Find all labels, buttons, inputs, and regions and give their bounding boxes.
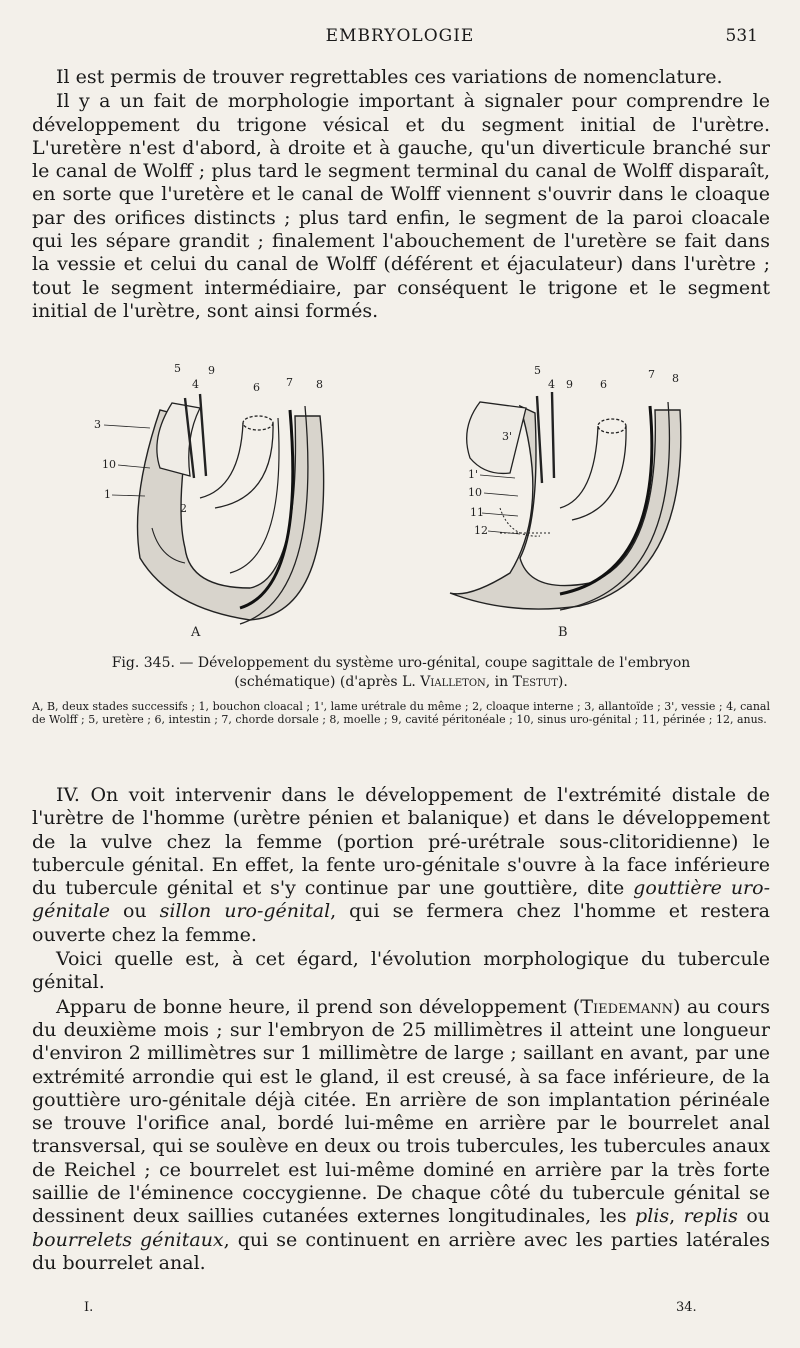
a-label-5: 5 xyxy=(174,362,181,375)
paragraph-iv: IV. On voit intervenir dans le développement de l'extrémité distale de l'urètre de l'homme (urètre pénien et balanique) et dans le développement de la vulve chez la femme (portion pré-urétrale sous-clitoridienne) le tubercule génital. En effet, la fente uro-génitale s'ouvre à la face inférieure du tubercule génital et s'y continue par une gouttière, dite gouttière uro-génitale ou sillon uro-génital, qui se fermera chez l'homme et restera ouverte chez la femme. xyxy=(32,784,770,946)
panel-b-drawing xyxy=(450,392,681,610)
running-head xyxy=(0,26,800,50)
caption-author-vialleton: Vialleton xyxy=(420,674,486,690)
figure-illustration xyxy=(90,358,730,648)
figure-legend: A, B, deux stades successifs ; 1, bouchon cloacal ; 1', lame urétrale du même ; 2, cloaque interne ; 3, allantoïde ; 3', vessie ; 4, canal de Wolff ; 5, uretère ; 6, intestin ; 7, chorde dorsale ; 8, moelle ; 9, cavité péritonéale ; 10, sinus uro-génital ; 11, périnée ; 12, anus. xyxy=(32,700,770,727)
caption-author-testut: Testut xyxy=(512,674,558,690)
paragraph-tubercule: Apparu de bonne heure, il prend son développement (Tiedemann) au cours du deuxième mois ; sur l'embryon de 25 millimètres il atteint une longueur d'environ 2 millimètres sur 1 millimètre de large ; saillant en avant, par une extrémité arrondie qui est le gland, il est creusé, à sa face inférieure, de la gouttière uro-génitale déjà citée. En arrière de son implantation périnéale se trouve l'orifice anal, bordé lui-même en arrière par le bourrelet anal transversal, qui se soulève en deux ou trois tubercules, les tubercules anaux de Reichel ; ce bourrelet est lui-même dominé en arrière par la très forte saillie de l'éminence coccygienne. De chaque côté du tubercule génital se dessinent deux saillies cutanées externes longitudinales, les plis, replis ou bourrelets génitaux, qui se continuent en arrière avec les parties latérales du bourrelet anal. xyxy=(32,995,770,1274)
b-label-4: 4 xyxy=(548,378,555,391)
b-label-5: 5 xyxy=(534,364,541,377)
b-label-7: 7 xyxy=(648,368,655,381)
figure-345 xyxy=(90,358,730,648)
b-label-3prime: 3' xyxy=(502,430,513,443)
b-label-12: 12 xyxy=(474,524,488,537)
a-label-9: 9 xyxy=(208,364,215,377)
page-number: 531 xyxy=(725,26,758,46)
running-head-title: EMBRYOLOGIE xyxy=(325,26,475,46)
b-label-10: 10 xyxy=(468,486,482,499)
top-text-block xyxy=(32,66,770,323)
a-label-4: 4 xyxy=(192,378,199,391)
b-label-9: 9 xyxy=(566,378,573,391)
a-label-1: 1 xyxy=(104,488,111,501)
paragraph-nomenclature: Il est permis de trouver regrettables ces variations de nomenclature. xyxy=(56,66,723,88)
signature-number: 34. xyxy=(676,1300,697,1315)
a-label-7: 7 xyxy=(286,376,293,389)
author-tiedemann: Tiedemann xyxy=(580,995,674,1018)
caption-line-1: Fig. 345. — Développement du système uro-génital, coupe sagittale de l'embryon xyxy=(111,655,691,671)
panel-b-letter: B xyxy=(558,625,568,640)
panel-a-letter: A xyxy=(191,625,201,640)
caption-line-2: (schématique) (d'après L. Vialleton, in Testut). xyxy=(234,674,568,690)
a-label-8: 8 xyxy=(316,378,323,391)
a-label-6: 6 xyxy=(253,381,260,394)
figure-caption xyxy=(32,654,770,692)
b-label-6: 6 xyxy=(600,378,607,391)
signature-mark: I. xyxy=(84,1300,94,1315)
paragraph-evolution: Voici quelle est, à cet égard, l'évolution morphologique du tubercule génital. xyxy=(32,948,770,994)
b-label-1prime: 1' xyxy=(468,468,479,481)
a-label-10: 10 xyxy=(102,458,116,471)
section-iv-text xyxy=(32,784,770,1275)
b-label-8: 8 xyxy=(672,372,679,385)
panel-a-drawing xyxy=(138,394,324,624)
a-label-3: 3 xyxy=(94,418,101,431)
a-label-2: 2 xyxy=(180,502,187,515)
b-label-11: 11 xyxy=(470,506,484,519)
paragraph-morphologie: Il y a un fait de morphologie important à signaler pour comprendre le développement du trigone vésical et du segment initial de l'urètre. L'uretère n'est d'abord, à droite et à gauche, qu'un diverticule branché sur le canal de Wolff ; plus tard le segment terminal du canal de Wolff disparaît, en sorte que l'uretère et le canal de Wolff viennent s'ouvrir dans le cloaque par des orifices distincts ; plus tard enfin, le segment de la paroi cloacale qui les sépare grandit ; finalement l'abouchement de l'uretère se fait dans la vessie et celui du canal de Wolff (déférent et éjaculateur) dans l'urètre ; tout le segment intermédiaire, par conséquent le trigone et le segment initial de l'urètre, sont ainsi formés. xyxy=(32,90,770,322)
